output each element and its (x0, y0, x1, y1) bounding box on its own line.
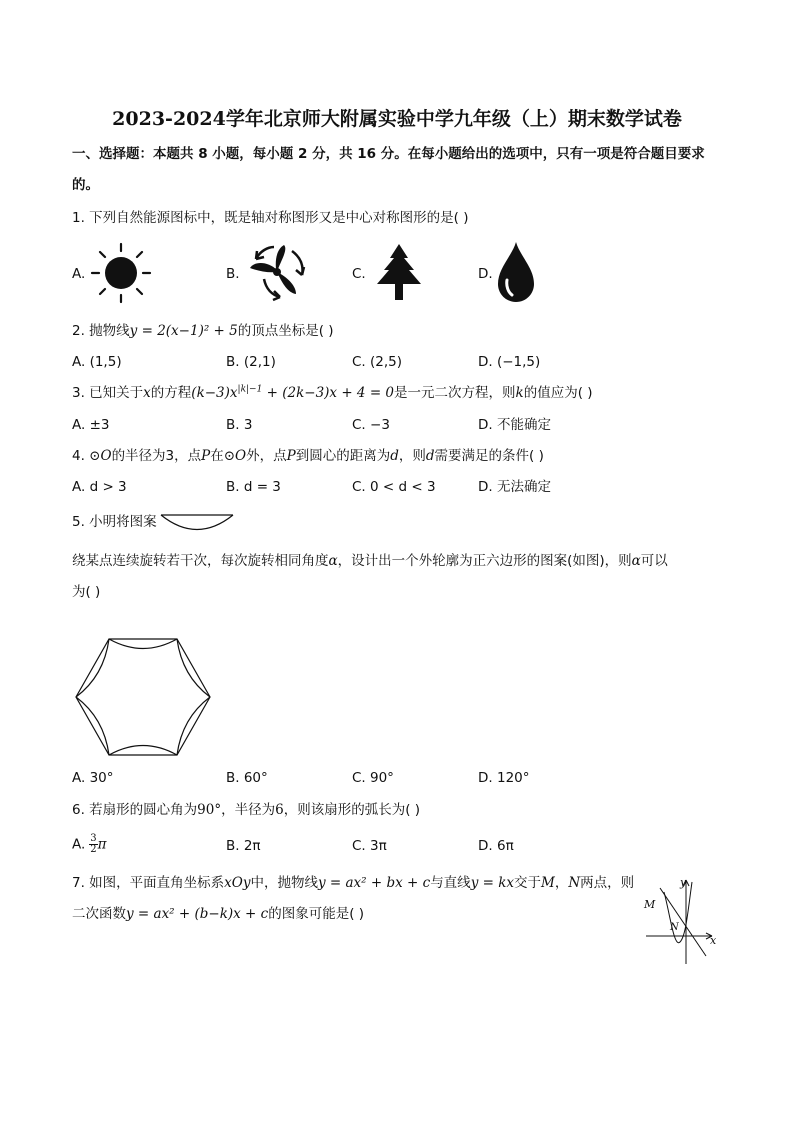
q7-stem-line2 (72, 905, 364, 923)
q5-line2-a: 绕某点连续旋转若干次，每次旋转相同角度 (72, 553, 329, 569)
point-label-m: M (644, 898, 656, 911)
q6-option-b: B. 2π (226, 838, 261, 854)
q4-stem-circle-o: ⊙O (89, 448, 112, 464)
q2-option-d: D. (−1,5) (478, 354, 541, 370)
tree-icon (372, 242, 426, 302)
q7-l2-c: 的图象可能是( ) (268, 906, 365, 922)
q2-stem-formula: y = 2(x−1)² + 5 (129, 323, 238, 339)
q3-option-b: B. 3 (226, 417, 253, 433)
fraction-numerator: 3 (90, 833, 97, 844)
section-header-line2: 的。 (72, 177, 99, 193)
q3-stem-p4: (k−3)x (191, 385, 238, 401)
q1-option-a-label: A. (72, 266, 86, 282)
q7-l1-parabola: y = ax² + bx + c (317, 875, 431, 891)
q4-stem-p6: ⊙O (223, 448, 247, 464)
q7-l1-g: 交于 (514, 875, 542, 891)
q6-option-a-fraction (89, 834, 97, 855)
q1-option-c-label: C. (352, 266, 366, 282)
q4-stem-p1: 4. (72, 448, 90, 464)
q7-stem-line1 (72, 874, 634, 892)
q4-stem-p8: P (286, 448, 296, 464)
q6-option-c: C. 3π (352, 838, 387, 854)
q3-stem (72, 384, 593, 402)
q1-option-d-label: D. (478, 266, 493, 282)
q1-option-b-label: B. (226, 266, 240, 282)
axis-label-x: x (710, 934, 717, 947)
q7-l1-e: 与直线 (430, 875, 471, 891)
fraction-denominator: 2 (90, 844, 97, 855)
q6-option-a (72, 834, 107, 855)
q5-option-b: B. 60° (226, 770, 268, 786)
q3-stem-p1: 3. 已知关于 (72, 385, 144, 401)
q3-option-a: A. ±3 (72, 417, 110, 433)
q7-l1-c: 中，抛物线 (250, 875, 318, 891)
q4-stem-p7: 外，点 (246, 448, 287, 464)
q2-stem-text-b: 的顶点坐标是( ) (237, 323, 334, 339)
q6-stem-e: ，则该扇形的弧长为( ) (283, 802, 421, 818)
q4-stem-p11: ，则 (398, 448, 426, 464)
section-header-line1: 一、选择题：本题共 8 小题，每小题 2 分，共 16 分。在每小题给出的选项中，只有一项是符合题目要求 (72, 146, 705, 162)
q2-option-a: A. (1,5) (72, 354, 122, 370)
q4-stem (72, 447, 544, 465)
q5-stem-line3: 为( ) (72, 584, 101, 600)
q2-option-c: C. (2,5) (352, 354, 403, 370)
q3-stem-exponent: |k|−1 (237, 384, 263, 395)
q3-stem-p2: x (143, 385, 151, 401)
q5-option-a: A. 30° (72, 770, 114, 786)
q6-option-d: D. 6π (478, 838, 514, 854)
q5-option-c: C. 90° (352, 770, 394, 786)
q2-stem (72, 322, 334, 340)
q3-option-d: D. 不能确定 (478, 417, 551, 433)
q3-stem-p7: 是一元二次方程，则 (394, 385, 516, 401)
q2-stem-text-a: 2. 抛物线 (72, 323, 130, 339)
q4-option-d: D. 无法确定 (478, 479, 551, 495)
q4-stem-p5: 在 (210, 448, 224, 464)
axis-label-y: y (680, 876, 687, 889)
q5-option-d: D. 120° (478, 770, 530, 786)
q7-l1-n: N (568, 875, 581, 891)
pinwheel-icon (244, 243, 310, 303)
q3-stem-p9: 的值应为( ) (523, 385, 593, 401)
q7-l1-k: 两点，则 (580, 875, 635, 891)
water-drop-icon (494, 240, 538, 304)
hexagon-figure (74, 636, 212, 758)
q4-stem-p3: 的半径为3，点 (111, 448, 202, 464)
q2-option-b: B. (2,1) (226, 354, 276, 370)
q1-stem: 1. 下列自然能源图标中，既是轴对称图形又是中心对称图形的是( ) (72, 210, 469, 226)
q4-stem-p10: d (390, 448, 399, 464)
q4-stem-p12: d (425, 448, 435, 464)
page-title: 2023-2024学年北京师大附属实验中学九年级（上）期末数学试卷 (112, 108, 682, 130)
q5-stem-line2 (72, 552, 668, 570)
q5-alpha-1: α (328, 553, 338, 569)
q6-option-a-prefix: A. (72, 836, 86, 853)
q7-l2-formula: y = ax² + (b−k)x + c (126, 906, 269, 922)
q5-line2-b: ，设计出一个外轮廓为正六边形的图案(如图)，则 (337, 553, 632, 569)
point-label-n: N (670, 922, 679, 933)
q3-stem-p6: + (2k−3)x + 4 = 0 (262, 385, 395, 401)
q3-stem-p3: 的方程 (150, 385, 192, 401)
q6-stem-angle: 90° (197, 802, 222, 818)
q7-l1-line: y = kx (470, 875, 515, 891)
q7-l1-b: xOy (224, 875, 251, 891)
q4-stem-p13: 需要满足的条件( ) (434, 448, 544, 464)
q4-stem-p9: 到圆心的距离为 (295, 448, 391, 464)
q6-stem (72, 801, 420, 819)
q7-l1-a: 7. 如图，平面直角坐标系 (72, 875, 225, 891)
q7-l1-m: M (541, 875, 555, 891)
q5-stem-line1: 5. 小明将图案 (72, 514, 157, 530)
q4-stem-p4: P (201, 448, 211, 464)
q5-alpha-2: α (631, 553, 641, 569)
q4-option-a: A. d > 3 (72, 479, 127, 495)
q7-coordinate-figure (640, 870, 724, 966)
q6-option-a-pi: π (97, 836, 107, 853)
q6-stem-a: 6. 若扇形的圆心角为 (72, 802, 198, 818)
q3-option-c: C. −3 (352, 417, 390, 433)
arc-segment-pattern (159, 512, 235, 534)
q4-option-b: B. d = 3 (226, 479, 281, 495)
q6-stem-radius: 6 (275, 802, 284, 818)
q7-l2-a: 二次函数 (72, 906, 126, 922)
q3-stem-p8: k (515, 385, 524, 401)
sun-icon (88, 241, 154, 305)
q4-option-c: C. 0 < d < 3 (352, 479, 436, 495)
q5-line2-c: 可以 (640, 553, 668, 569)
q7-l1-i: ， (554, 875, 569, 891)
q6-stem-c: ，半径为 (221, 802, 276, 818)
